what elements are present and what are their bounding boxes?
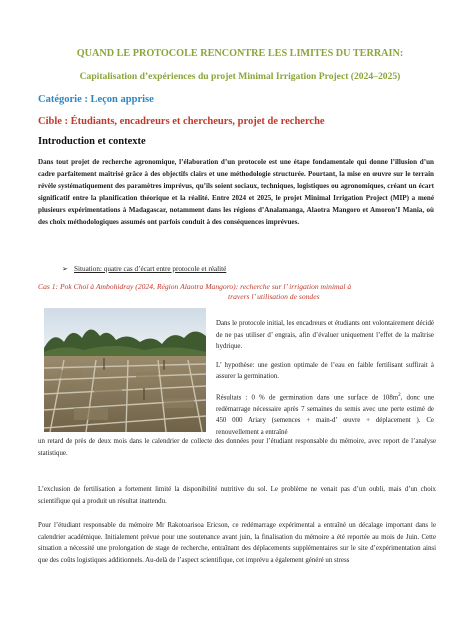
case-1-description: [216, 318, 434, 446]
fertilization-paragraph: L’exclusion de fertilisation a fortement limité la disponibilité nutritive du sol. Le problème ne venait pas d’un oubli, mais d’un choix scientifique qui a produit un résultat inattendu.: [38, 486, 436, 505]
arrow-bullet-icon: ➢: [62, 265, 69, 273]
results-paragraph: Résultats : 0 % de germination dans une surface de $108m^2$, donc une redémarrage nécessaire après 7 semaines du semis avec une perte estimé de 450 000 Ariary (semences + main-d’ œuvre + déplacement ). Ce renouvellement a entraîné: [216, 392, 435, 437]
field-photo-icon: [44, 308, 206, 432]
student-impact-paragraph: Pour l’étudiant responsable du mémoire Mr Rakotoarisoa Ericson, ce redémarrage expérimental a entraîné un décalage important dans le calendrier académique. Initialement prévue pour une soutenance avant juin, la finalisation du mémoire a été reportée au mois de Juin. Cette situation a nécessité une prolongation de stage de recherche, entraînant des déplacements supplémentaires sur le site d’expérimentation ainsi que des coûts logistiques additionnels. Au-delà de l’aspect scientifique, cet imprévu a également généré un stress: [38, 522, 436, 564]
situation-bullet: [62, 264, 226, 273]
case-1-title-line2: travers l’ utilisation de sondes: [228, 292, 320, 301]
situation-heading: Situation: quatre cas d’écart entre protocole et réalité: [74, 265, 227, 273]
case-1-title-line1: Cas 1: Pok Choï à Ambohidray (2024, Région Alaotra Mangoro): recherche sur l’ irrigation minimal à: [38, 282, 352, 291]
field-photo: [44, 308, 206, 432]
target-audience-label: Cible : Étudiants, encadreurs et chercheurs, projet de recherche: [38, 116, 325, 127]
section-heading: Introduction et contexte: [38, 136, 146, 147]
category-label: Catégorie : Leçon apprise: [38, 94, 154, 105]
case-1-title: [38, 282, 438, 302]
document-subtitle: Capitalisation d’expériences du projet Minimal Irrigation Project (2024–2025): [79, 71, 401, 82]
intro-paragraph: Dans tout projet de recherche agronomique, l’élaboration d’un protocole est une étape fondamentale qui donne l’illusion d’un cadre parfaitement maîtrisé grâce à des objectifs clairs et une méthodologie structurée. Pourtant, la mise en œuvre sur le terrain révèle systématiquement des paramètres imprévus, qu’ils soient sociaux, techniques, logistiques ou agronomiques, créant un écart significatif entre la planification théorique et la réalité. Entre 2024 et 2025, le projet Minimal Irrigation Project (MIP) a mené plusieurs expérimentations à Madagascar, notamment dans les régions d’Analamanga, Alaotra Mangoro et Amoron’I Mania, où des choix méthodologiques assumés ont parfois conduit à des conséquences imprévues.: [38, 158, 434, 227]
document-title: QUAND LE PROTOCOLE RENCONTRE LES LIMITES DU TERRAIN:: [76, 48, 404, 59]
protocol-paragraph: Dans le protocole initial, les encadreurs et étudiants ont volontairement décidé de ne pas utiliser d’ engrais, afin d’évaluer uniquement l’effet de la maîtrise hydrique.: [216, 320, 434, 351]
results-continuation: un retard de près de deux mois dans le calendrier de collecte des données pour l’étudiant responsable du mémoire, avec report de l’analyse statistique.: [38, 438, 436, 457]
hypothesis-paragraph: L’ hypothèse: une gestion optimale de l’eau en faible fertilisant suffirait à assurer la germination.: [216, 361, 434, 381]
